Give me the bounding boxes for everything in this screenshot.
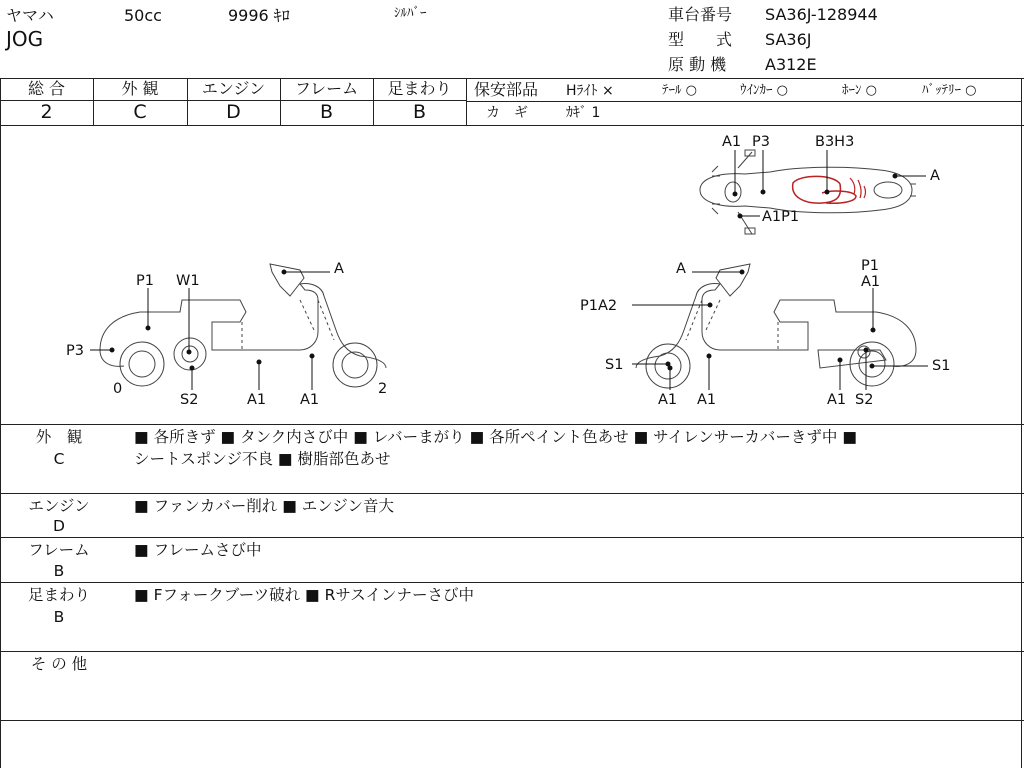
scooter-top-view — [700, 150, 916, 234]
exterior-notes-text: ■ 各所きず ■ タンク内さび中 ■ レバーまがり ■ 各所ペイント色あせ ■ サイレンサーカバーきず中 ■ — [134, 428, 857, 446]
divider — [0, 651, 1024, 652]
engine-notes-label: エンジン — [28, 497, 90, 515]
mileage: 9996 ｷﾛ — [228, 6, 290, 25]
chassis-grade-label: 足まわり — [387, 79, 452, 98]
model-type-label: 型 式 — [668, 30, 733, 49]
diagram-label: S1 — [932, 358, 951, 374]
engine-notes-grade: D — [53, 517, 65, 535]
diagram-label: S2 — [855, 392, 874, 408]
chassis-notes-label: 足まわり — [27, 586, 90, 604]
color: ｼﾙﾊﾞｰ — [394, 6, 427, 21]
diagram-label: P1 — [861, 258, 879, 274]
divider — [0, 720, 1024, 721]
horn-status: ﾎｰﾝ ○ — [842, 83, 877, 98]
safety-parts-title: 保安部品 — [474, 80, 539, 99]
divider — [466, 78, 467, 125]
other-notes-label: そ の 他 — [30, 655, 88, 673]
key-label: カ ギ — [486, 105, 528, 121]
model-type-value: SA36J — [765, 30, 812, 49]
displacement: 50cc — [124, 6, 162, 25]
diagram-label: A1 — [658, 392, 678, 408]
frame-number-value: SA36J-128944 — [765, 5, 878, 24]
frame-notes-grade: B — [53, 562, 65, 580]
diagram-label: P1A2 — [580, 298, 618, 314]
diagram-label: S2 — [180, 392, 199, 408]
model-name: JOG — [6, 27, 44, 51]
diagram-label: B3H3 — [815, 134, 855, 150]
winker-status: ｳｲﾝｶｰ ○ — [740, 83, 788, 98]
diagram-label: P3 — [66, 343, 84, 359]
divider — [0, 537, 1024, 538]
diagram-label: A1 — [300, 392, 320, 408]
frame-grade-label: フレーム — [294, 79, 359, 98]
frame-number-label: 車台番号 — [668, 5, 733, 24]
total-grade-value: 2 — [40, 101, 53, 123]
divider — [0, 582, 1024, 583]
diagram-label: P3 — [752, 134, 770, 150]
diagram-label: P1 — [136, 273, 154, 289]
chassis-grade-value: B — [412, 101, 427, 123]
engine-grade-value: D — [226, 101, 241, 123]
diagram-label: A1 — [247, 392, 267, 408]
divider — [0, 493, 1024, 494]
exterior-notes-label: 外 観 — [35, 428, 83, 446]
exterior-grade-label: 外 観 — [121, 79, 159, 98]
diagram-label: A1 — [697, 392, 717, 408]
diagram-label: 0 — [113, 381, 123, 397]
engine-type-label: 原 動 機 — [668, 55, 727, 74]
left-view-label-texts — [66, 261, 387, 408]
diagram-label: W1 — [176, 273, 200, 289]
diagram-label: A — [930, 168, 940, 184]
headlight-status: Hﾗｲﾄ × — [566, 83, 614, 99]
diagram-label: A — [334, 261, 344, 277]
diagram-label: 2 — [378, 381, 388, 397]
diagram-label: A — [676, 261, 686, 277]
chassis-notes-text: ■ Fフォークブーツ破れ ■ Rサスインナーさび中 — [134, 586, 474, 604]
right-view-labels — [632, 270, 928, 390]
maker: ヤマハ — [6, 6, 54, 25]
exterior-notes-text-2: シートスポンジ不良 ■ 樹脂部色あせ — [134, 450, 391, 468]
frame-notes-label: フレーム — [28, 541, 90, 559]
damage-diagram — [0, 126, 1022, 424]
frame-grade-value: B — [319, 101, 334, 123]
battery-status: ﾊﾞｯﾃﾘｰ ○ — [922, 83, 977, 98]
engine-grade-label: エンジン — [201, 79, 266, 98]
chassis-notes-grade: B — [53, 608, 65, 626]
key-value: ｶｷﾞ 1 — [566, 105, 601, 121]
exterior-notes-grade: C — [53, 450, 65, 468]
divider — [466, 101, 1022, 102]
divider — [0, 424, 1024, 425]
right-view-label-texts — [580, 258, 950, 408]
left-view-labels — [90, 270, 330, 390]
engine-notes-text: ■ ファンカバー削れ ■ エンジン音大 — [134, 497, 394, 515]
diagram-label: A1 — [861, 274, 881, 290]
tail-status: ﾃｰﾙ ○ — [662, 83, 697, 98]
frame-notes-text: ■ フレームさび中 — [134, 541, 262, 559]
diagram-label: A1 — [827, 392, 847, 408]
diagram-label: A1 — [722, 134, 742, 150]
engine-type-value: A312E — [765, 55, 817, 74]
exterior-grade-value: C — [133, 101, 147, 123]
diagram-label: S1 — [605, 357, 624, 373]
diagram-label: A1P1 — [762, 209, 800, 225]
total-grade-label: 総 合 — [27, 79, 66, 98]
